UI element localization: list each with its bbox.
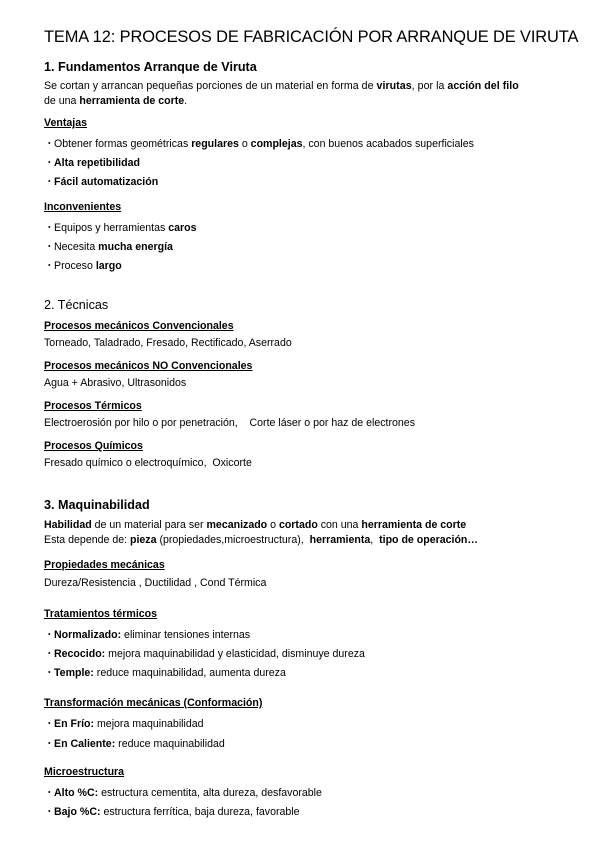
- section-3-heading: 3. Maquinabilidad: [44, 498, 150, 512]
- page-title: TEMA 12: PROCESOS DE FABRICACIÓN POR ARRANQUE DE VIRUTA: [44, 28, 579, 46]
- bullet-icon: ・: [44, 787, 55, 799]
- inconvenientes-heading: Inconvenientes: [44, 201, 122, 213]
- microestructura-heading: Microestructura: [44, 766, 125, 778]
- transformacion-heading: Transformación mecánicas (Conformación): [44, 697, 263, 709]
- transformacion-item: ・En Caliente: reduce maquinabilidad: [44, 738, 225, 750]
- bullet-icon: ・: [44, 241, 55, 253]
- tratamiento-item: ・Temple: reduce maquinabilidad, aumenta dureza: [44, 667, 286, 679]
- tecnica-group-text: Torneado, Taladrado, Fresado, Rectificado, Aserrado: [44, 337, 292, 349]
- bullet-icon: ・: [44, 629, 55, 641]
- bullet-icon: ・: [44, 806, 55, 818]
- ventaja-item: ・Obtener formas geométricas regulares o complejas, con buenos acabados superficiales: [44, 138, 474, 150]
- bullet-icon: ・: [44, 176, 55, 188]
- inconveniente-item: ・Equipos y herramientas caros: [44, 222, 197, 234]
- bullet-icon: ・: [44, 222, 55, 234]
- bullet-icon: ・: [44, 138, 55, 150]
- tratamiento-item: ・Normalizado: eliminar tensiones internas: [44, 629, 251, 641]
- bullet-icon: ・: [44, 157, 55, 169]
- section-1-intro-line-1: Se cortan y arrancan pequeñas porciones de un material en forma de virutas, por la acción del filo: [44, 80, 519, 92]
- tecnica-group-text: Agua + Abrasivo, Ultrasonidos: [44, 377, 187, 389]
- bullet-icon: ・: [44, 667, 55, 679]
- propiedades-heading: Propiedades mecánicas: [44, 559, 165, 571]
- ventajas-heading: Ventajas: [44, 117, 87, 129]
- tecnica-group-label: Procesos Químicos: [44, 440, 143, 452]
- ventaja-item: ・Fácil automatización: [44, 176, 159, 188]
- transformacion-item: ・En Frío: mejora maquinabilidad: [44, 718, 204, 730]
- tecnica-group-label: Procesos mecánicos Convencionales: [44, 320, 234, 332]
- section-2-heading: 2. Técnicas: [44, 298, 109, 312]
- tecnica-group-label: Procesos mecánicos NO Convencionales: [44, 360, 253, 372]
- inconveniente-item: ・Proceso largo: [44, 260, 122, 272]
- propiedades-text: Dureza/Resistencia , Ductilidad , Cond Térmica: [44, 577, 267, 589]
- maquinabilidad-definition: Habilidad de un material para ser mecanizado o cortado con una herramienta de corte: [44, 519, 467, 531]
- bullet-icon: ・: [44, 260, 55, 272]
- tratamiento-item: ・Recocido: mejora maquinabilidad y elasticidad, disminuye dureza: [44, 648, 365, 660]
- section-1-intro-line-2: de una herramienta de corte.: [44, 95, 188, 107]
- ventaja-item: ・Alta repetibilidad: [44, 157, 140, 169]
- microestructura-item: ・Alto %C: estructura cementita, alta dureza, desfavorable: [44, 787, 322, 799]
- inconveniente-item: ・Necesita mucha energía: [44, 241, 173, 253]
- tecnica-group-text: Electroerosión por hilo o por penetración, Corte láser o por haz de electrones: [44, 417, 415, 429]
- microestructura-item: ・Bajo %C: estructura ferrítica, baja dureza, favorable: [44, 806, 300, 818]
- maquinabilidad-factors: Esta depende de: pieza (propiedades,microestructura), herramienta, tipo de operación…: [44, 534, 478, 546]
- bullet-icon: ・: [44, 648, 55, 660]
- tecnica-group-label: Procesos Térmicos: [44, 400, 142, 412]
- bullet-icon: ・: [44, 738, 55, 750]
- section-1-heading: 1. Fundamentos Arranque de Viruta: [44, 60, 257, 74]
- bullet-icon: ・: [44, 718, 55, 730]
- tecnica-group-text: Fresado químico o electroquímico, Oxicorte: [44, 457, 252, 469]
- tratamientos-heading: Tratamientos térmicos: [44, 608, 158, 620]
